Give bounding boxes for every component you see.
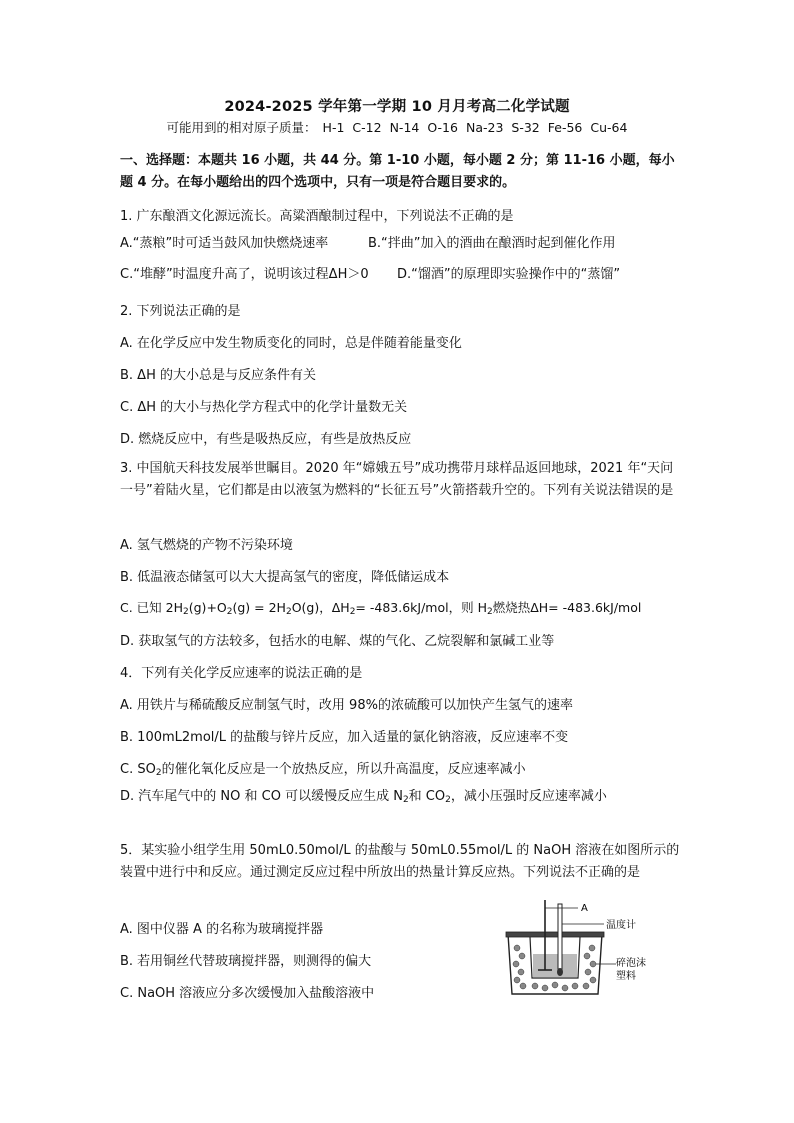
question-4-option-c bbox=[120, 758, 526, 778]
equation-text: O(g)，ΔH bbox=[291, 600, 350, 615]
label-thermometer: 温度计 bbox=[606, 920, 636, 931]
question-1-stem: 1. 广东酿酒文化源远流长。高粱酒酿制过程中，下列说法不正确的是 bbox=[120, 209, 514, 224]
subscript: 2 bbox=[349, 607, 356, 617]
option-text: D. 汽车尾气中的 NO 和 CO 可以缓慢反应生成 N bbox=[120, 789, 403, 804]
atomic-mass-item: S-32 bbox=[511, 120, 540, 135]
subscript: 2 bbox=[445, 795, 451, 805]
equation-text: (g) = 2H bbox=[232, 600, 286, 615]
question-5-stem: 5．某实验小组学生用 50mL0.50mol/L 的盐酸与 50mL0.55mol/L 的 NaOH 溶液在如图所示的装置中进行中和反应。通过测定反应过程中所放出的热量计算反应热。下列说法不正确的是 bbox=[120, 843, 680, 880]
question-3-option-c bbox=[120, 598, 641, 617]
question-1-option-b: B.“拌曲”加入的酒曲在酿酒时起到催化作用 bbox=[368, 236, 616, 251]
question-2-option-b: B. ΔH 的大小总是与反应条件有关 bbox=[120, 368, 316, 383]
option-text: C. SO bbox=[120, 762, 156, 777]
equation-text: (g)+O bbox=[188, 600, 227, 615]
question-3-option-d: D. 获取氢气的方法较多，包括水的电解、煤的气化、乙烷裂解和氯碱工业等 bbox=[120, 634, 555, 649]
question-2-stem: 2. 下列说法正确的是 bbox=[120, 304, 241, 319]
question-2-option-d: D. 燃烧反应中，有些是吸热反应，有些是放热反应 bbox=[120, 432, 412, 447]
option-text: ，减小压强时反应速率减小 bbox=[450, 789, 607, 804]
question-1-option-a: A.“蒸粮”时可适当鼓风加快燃烧速率 bbox=[120, 236, 329, 251]
question-3-option-b: B. 低温液态储氢可以大大提高氢气的密度，降低储运成本 bbox=[120, 570, 450, 585]
question-5-option-c: C. NaOH 溶液应分多次缓慢加入盐酸溶液中 bbox=[120, 986, 375, 1001]
atomic-mass-item: Cu-64 bbox=[590, 120, 628, 135]
section-heading: 一、选择题：本题共 16 小题，共 44 分。第 1-10 小题，每小题 2 分；第 11-16 小题，每小题 4 分。在每小题给出的四个选项中，只有一项是符合题目要求的。 bbox=[120, 153, 675, 190]
atomic-mass-item: N-14 bbox=[389, 120, 420, 135]
atomic-mass-label: 可能用到的相对原子质量： bbox=[166, 120, 317, 135]
label-foam-2: 塑料 bbox=[616, 971, 636, 982]
question-4-option-d bbox=[120, 786, 682, 811]
subscript: 2 bbox=[285, 607, 292, 617]
option-text: 的催化氧化反应是一个放热反应，所以升高温度，反应速率减小 bbox=[161, 762, 526, 777]
subscript: 2 bbox=[226, 607, 233, 617]
question-2-option-a: A. 在化学反应中发生物质变化的同时，总是伴随着能量变化 bbox=[120, 336, 462, 351]
question-4-option-b: B. 100mL2mol/L 的盐酸与锌片反应，加入适量的氯化钠溶液，反应速率不变 bbox=[120, 730, 569, 745]
equation-text: 燃烧热ΔH= -483.6kJ/mol bbox=[492, 600, 642, 615]
atomic-mass-item: C-12 bbox=[352, 120, 382, 135]
subscript: 2 bbox=[183, 607, 189, 617]
question-1-option-d: D.“馏酒”的原理即实验操作中的“蒸馏” bbox=[397, 267, 621, 282]
subscript: 2 bbox=[155, 768, 162, 778]
subscript: 2 bbox=[486, 607, 493, 617]
calorimeter-figure bbox=[500, 898, 660, 998]
atomic-mass-item: Fe-56 bbox=[547, 120, 583, 135]
label-a: A bbox=[581, 903, 588, 914]
atomic-mass-item: H-1 bbox=[322, 120, 345, 135]
subscript: 2 bbox=[402, 795, 409, 805]
page-title: 2024-2025 学年第一学期 10 月月考高二化学试题 bbox=[224, 99, 570, 115]
option-text: 和 CO bbox=[408, 789, 446, 804]
equation-text: C. 已知 2H bbox=[120, 600, 184, 615]
atomic-mass-item: Na-23 bbox=[465, 120, 504, 135]
atomic-mass-item: O-16 bbox=[427, 120, 458, 135]
question-5-option-a: A. 图中仪器 A 的名称为玻璃搅拌器 bbox=[120, 922, 324, 937]
equation-text: = -483.6kJ/mol，则 H bbox=[355, 600, 487, 615]
question-3-stem: 3. 中国航天科技发展举世瞩目。2020 年“嫦娥五号”成功携带月球样品返回地球，2021 年“天问一号”着陆火星，它们都是由以液氢为燃料的“长征五号”火箭搭载升空的。下列有关说法错误的是 bbox=[120, 461, 674, 498]
label-foam-1: 碎泡沫 bbox=[616, 958, 646, 969]
question-4-option-a: A. 用铁片与稀硫酸反应制氢气时，改用 98%的浓硫酸可以加快产生氢气的速率 bbox=[120, 698, 573, 713]
question-4-stem: 4．下列有关化学反应速率的说法正确的是 bbox=[120, 666, 363, 681]
question-2-option-c: C. ΔH 的大小与热化学方程式中的化学计量数无关 bbox=[120, 400, 408, 415]
atomic-mass-line bbox=[0, 118, 794, 136]
question-5-option-b: B. 若用铜丝代替玻璃搅拌器，则测得的偏大 bbox=[120, 954, 372, 969]
calorimeter-diagram bbox=[500, 898, 660, 998]
question-3-option-a: A. 氢气燃烧的产物不污染环境 bbox=[120, 538, 293, 553]
question-1-option-c: C.“堆酵”时温度升高了，说明该过程ΔH＞0 bbox=[120, 267, 369, 282]
